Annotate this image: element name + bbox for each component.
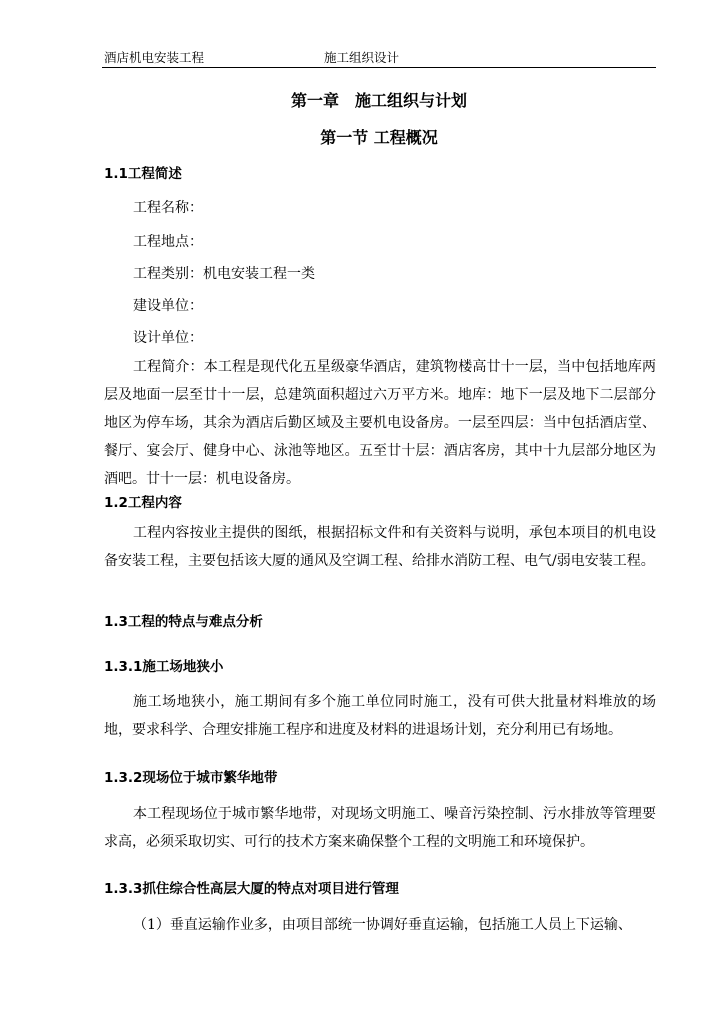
designer-line: 设计单位： (133, 330, 203, 346)
urban-site-paragraph: 本工程现场位于城市繁华地带，对现场文明施工、噪音污染控制、污水排放等管理要求高，必须采取切实、可行的技术方案来确保整个工程的文明施工和环境保护。 (104, 806, 656, 850)
chapter-title: 第一章 施工组织与计划 (290, 91, 467, 110)
heading-1-3-1: 1.3.1施工场地狭小 (104, 659, 224, 675)
heading-1-3: 1.3工程的特点与难点分析 (104, 614, 263, 630)
project-type-line: 工程类别：机电安装工程一类 (133, 266, 315, 282)
project-intro-paragraph: 工程简介：本工程是现代化五星级豪华酒店，建筑物楼高廿十一层，当中包括地库两层及地面一层至廿十一层，总建筑面积超过六万平方米。地库：地下一层及地下二层部分地区为停车场，其余为酒店后勤区域及主要机电设备房。一层至四层：当中包括酒店堂、餐厅、宴会厅、健身中心、泳池等地区。五至廿十层：酒店客房，其中十九层部分地区为酒吧。廿十一层：机电设备房。 (104, 359, 656, 487)
heading-1-2: 1.2工程内容 (104, 495, 182, 511)
section-title: 第一节 工程概况 (320, 128, 438, 147)
page-header (102, 48, 656, 68)
project-name-line: 工程名称： (133, 200, 203, 216)
header-document-type: 施工组织设计 (324, 50, 400, 65)
heading-1-3-3: 1.3.3抓住综合性高层大厦的特点对项目进行管理 (104, 881, 399, 897)
heading-1-3-2: 1.3.2现场位于城市繁华地带 (104, 770, 278, 786)
header-project-name: 酒店机电安装工程 (104, 50, 205, 65)
heading-1-1: 1.1工程简述 (104, 166, 182, 182)
site-narrow-paragraph: 施工场地狭小，施工期间有多个施工单位同时施工，没有可供大批量材料堆放的场地，要求科学、合理安排施工程序和进度及材料的进退场计划，充分利用已有场地。 (104, 694, 656, 738)
project-location-line: 工程地点： (133, 234, 203, 250)
project-content-paragraph: 工程内容按业主提供的图纸，根据招标文件和有关资料与说明，承包本项目的机电设备安装工程，主要包括该大厦的通风及空调工程、给排水消防工程、电气/弱电安装工程。 (104, 525, 656, 569)
vertical-transport-paragraph: （1）垂直运输作业多，由项目部统一协调好垂直运输，包括施工人员上下运输、 (133, 917, 632, 933)
builder-line: 建设单位： (133, 298, 203, 314)
